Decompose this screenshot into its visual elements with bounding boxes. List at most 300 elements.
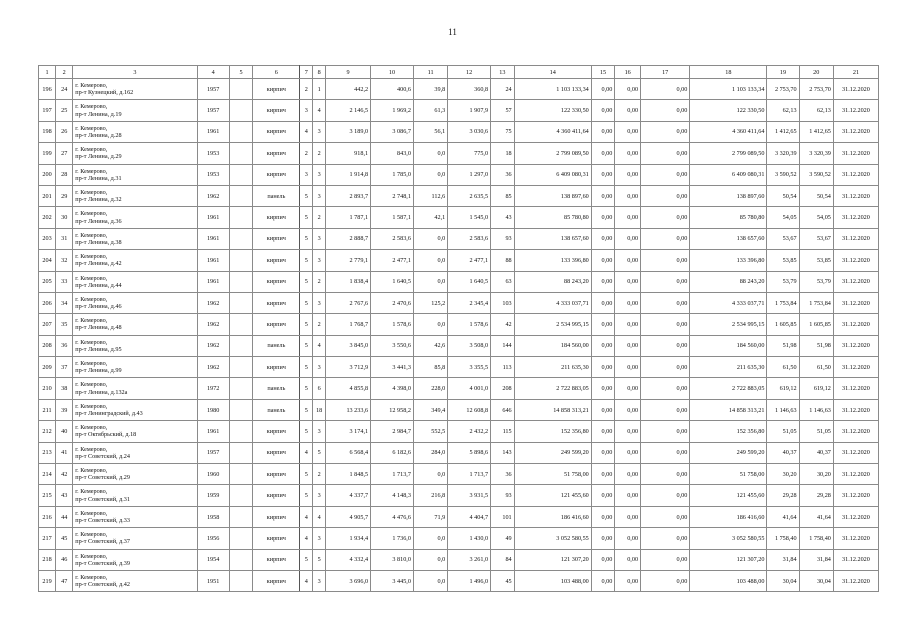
address-cell — [73, 143, 197, 164]
premises-area-cell: 3 441,3 — [371, 357, 414, 378]
table-row — [39, 570, 879, 591]
unit-cost-limit-cell: 53,85 — [799, 250, 833, 271]
address-city: г. Кемерово, — [75, 81, 108, 89]
row-number-cell: 216 — [39, 506, 56, 527]
row-number-cell: 204 — [39, 250, 56, 271]
cost-fund-cell: 0,00 — [591, 164, 615, 185]
address-cell — [73, 164, 197, 185]
table-row — [39, 228, 879, 249]
unit-cost-limit-cell: 2 753,70 — [799, 79, 833, 100]
total-cost-cell: 14 858 313,21 — [514, 399, 591, 420]
address-cell — [73, 79, 197, 100]
residents-cell: 113 — [491, 357, 515, 378]
address-cell — [73, 378, 197, 399]
sub-number-cell: 40 — [56, 421, 73, 442]
cost-local-cell: 0,00 — [641, 442, 690, 463]
premises-area-cell: 3 086,7 — [371, 121, 414, 142]
row-number-cell: 210 — [39, 378, 56, 399]
residential-area-cell: 1 297,0 — [448, 164, 491, 185]
table-row — [39, 207, 879, 228]
completion-date-cell: 31.12.2020 — [833, 250, 878, 271]
completion-date-cell: 31.12.2020 — [833, 271, 878, 292]
address-city: г. Кемерово, — [75, 317, 108, 325]
address-city: г. Кемерово, — [75, 188, 108, 196]
cost-owners-cell: 4 333 037,71 — [690, 292, 767, 313]
cost-owners-cell: 121 307,20 — [690, 549, 767, 570]
build-year-cell: 1961 — [197, 207, 229, 228]
total-cost-cell: 85 780,80 — [514, 207, 591, 228]
residential-area-cell: 2 583,6 — [448, 228, 491, 249]
cost-local-cell: 0,00 — [641, 335, 690, 356]
wall-material-cell: кирпич — [253, 464, 300, 485]
wall-material-cell: кирпич — [253, 121, 300, 142]
total-cost-cell: 249 599,20 — [514, 442, 591, 463]
address-city: г. Кемерово, — [75, 467, 108, 475]
cost-budget-cell: 0,00 — [615, 485, 641, 506]
residential-area-cell: 3 508,0 — [448, 335, 491, 356]
table-row — [39, 442, 879, 463]
nonresidential-area-cell: 228,0 — [413, 378, 447, 399]
premises-area-cell: 12 958,2 — [371, 399, 414, 420]
completion-date-cell: 31.12.2020 — [833, 207, 878, 228]
nonresidential-area-cell: 0,0 — [413, 271, 447, 292]
unit-cost-limit-cell: 41,64 — [799, 506, 833, 527]
total-area-cell: 1 914,8 — [326, 164, 371, 185]
floors-cell: 5 — [300, 228, 313, 249]
premises-area-cell: 3 445,0 — [371, 570, 414, 591]
unit-cost-limit-cell: 62,13 — [799, 100, 833, 121]
unit-cost-cell: 50,54 — [767, 185, 799, 206]
row-number-cell: 206 — [39, 292, 56, 313]
address-city: г. Кемерово, — [75, 274, 108, 282]
empty-cell — [229, 228, 253, 249]
address-cell — [73, 528, 197, 549]
total-area-cell: 1 787,1 — [326, 207, 371, 228]
total-area-cell: 2 146,5 — [326, 100, 371, 121]
cost-budget-cell: 0,00 — [615, 528, 641, 549]
cost-fund-cell: 0,00 — [591, 292, 615, 313]
total-area-cell: 2 767,6 — [326, 292, 371, 313]
residents-cell: 85 — [491, 185, 515, 206]
entrances-cell: 3 — [313, 421, 326, 442]
row-number-cell: 218 — [39, 549, 56, 570]
cost-owners-cell: 138 657,60 — [690, 228, 767, 249]
wall-material-cell: кирпич — [253, 485, 300, 506]
total-area-cell: 3 189,0 — [326, 121, 371, 142]
wall-material-cell: кирпич — [253, 314, 300, 335]
address-street: пр-т Ленина, д.48 — [75, 324, 122, 332]
entrances-cell: 2 — [313, 143, 326, 164]
row-number-cell: 205 — [39, 271, 56, 292]
row-number-cell: 211 — [39, 399, 56, 420]
address-street: пр-т Ленина, д.44 — [75, 281, 122, 289]
cost-budget-cell: 0,00 — [615, 335, 641, 356]
address-street: пр-т Советский, д.37 — [75, 538, 130, 546]
premises-area-cell: 2 470,6 — [371, 292, 414, 313]
wall-material-cell: панель — [253, 378, 300, 399]
cost-local-cell: 0,00 — [641, 506, 690, 527]
wall-material-cell: кирпич — [253, 421, 300, 442]
floors-cell: 5 — [300, 421, 313, 442]
nonresidential-area-cell: 0,0 — [413, 549, 447, 570]
address-street: пр-т Советский, д.24 — [75, 452, 130, 460]
premises-area-cell: 843,0 — [371, 143, 414, 164]
residents-cell: 103 — [491, 292, 515, 313]
residential-area-cell: 3 931,5 — [448, 485, 491, 506]
cost-local-cell: 0,00 — [641, 570, 690, 591]
unit-cost-limit-cell: 50,54 — [799, 185, 833, 206]
column-number-header: 2 — [56, 66, 73, 79]
address-city: г. Кемерово, — [75, 210, 108, 218]
entrances-cell: 3 — [313, 292, 326, 313]
nonresidential-area-cell: 216,8 — [413, 485, 447, 506]
total-area-cell: 1 768,7 — [326, 314, 371, 335]
cost-local-cell: 0,00 — [641, 207, 690, 228]
unit-cost-limit-cell: 1 753,84 — [799, 292, 833, 313]
sub-number-cell: 39 — [56, 399, 73, 420]
floors-cell: 5 — [300, 357, 313, 378]
address-cell — [73, 185, 197, 206]
row-number-cell: 215 — [39, 485, 56, 506]
address-street: пр-т Ленина, д.42 — [75, 260, 122, 268]
residents-cell: 115 — [491, 421, 515, 442]
empty-cell — [229, 314, 253, 335]
floors-cell: 5 — [300, 271, 313, 292]
premises-area-cell: 1 736,0 — [371, 528, 414, 549]
table-row — [39, 79, 879, 100]
unit-cost-cell: 1 753,84 — [767, 292, 799, 313]
cost-owners-cell: 88 243,20 — [690, 271, 767, 292]
total-cost-cell: 103 488,00 — [514, 570, 591, 591]
table-row — [39, 399, 879, 420]
column-number-header: 9 — [326, 66, 371, 79]
wall-material-cell: кирпич — [253, 100, 300, 121]
address-cell — [73, 357, 197, 378]
residential-area-cell: 1 907,9 — [448, 100, 491, 121]
table-row — [39, 485, 879, 506]
address-cell — [73, 250, 197, 271]
column-number-header: 7 — [300, 66, 313, 79]
premises-area-cell: 3 550,6 — [371, 335, 414, 356]
address-cell — [73, 314, 197, 335]
entrances-cell: 2 — [313, 314, 326, 335]
completion-date-cell: 31.12.2020 — [833, 357, 878, 378]
cost-budget-cell: 0,00 — [615, 207, 641, 228]
address-street: пр-т Ленина, д.36 — [75, 217, 122, 225]
residents-cell: 43 — [491, 207, 515, 228]
cost-local-cell: 0,00 — [641, 79, 690, 100]
address-cell — [73, 399, 197, 420]
total-area-cell: 918,1 — [326, 143, 371, 164]
cost-fund-cell: 0,00 — [591, 399, 615, 420]
address-street: пр-т Ленина, д.31 — [75, 174, 122, 182]
column-number-header: 21 — [833, 66, 878, 79]
row-number-cell: 202 — [39, 207, 56, 228]
cost-budget-cell: 0,00 — [615, 143, 641, 164]
cost-local-cell: 0,00 — [641, 485, 690, 506]
entrances-cell: 2 — [313, 464, 326, 485]
cost-fund-cell: 0,00 — [591, 442, 615, 463]
empty-cell — [229, 292, 253, 313]
build-year-cell: 1961 — [197, 121, 229, 142]
cost-owners-cell: 85 780,80 — [690, 207, 767, 228]
unit-cost-limit-cell: 54,05 — [799, 207, 833, 228]
sub-number-cell: 30 — [56, 207, 73, 228]
completion-date-cell: 31.12.2020 — [833, 164, 878, 185]
address-street: пр-т Кузнецкий, д.162 — [75, 89, 134, 97]
address-street: пр-т Ленина, д.38 — [75, 238, 122, 246]
residents-cell: 36 — [491, 164, 515, 185]
entrances-cell: 3 — [313, 357, 326, 378]
address-cell — [73, 485, 197, 506]
unit-cost-cell: 40,37 — [767, 442, 799, 463]
completion-date-cell: 31.12.2020 — [833, 421, 878, 442]
row-number-cell: 214 — [39, 464, 56, 485]
build-year-cell: 1961 — [197, 421, 229, 442]
unit-cost-limit-cell: 1 605,85 — [799, 314, 833, 335]
cost-owners-cell: 103 488,00 — [690, 570, 767, 591]
total-cost-cell: 2 722 883,05 — [514, 378, 591, 399]
address-street: пр-т Ленина, д.132а — [75, 388, 128, 396]
total-cost-cell: 138 657,60 — [514, 228, 591, 249]
unit-cost-cell: 54,05 — [767, 207, 799, 228]
total-cost-cell: 3 052 580,55 — [514, 528, 591, 549]
premises-area-cell: 400,6 — [371, 79, 414, 100]
unit-cost-cell: 31,84 — [767, 549, 799, 570]
completion-date-cell: 31.12.2020 — [833, 378, 878, 399]
total-cost-cell: 133 396,80 — [514, 250, 591, 271]
residential-area-cell: 1 496,0 — [448, 570, 491, 591]
address-city: г. Кемерово, — [75, 445, 108, 453]
empty-cell — [229, 442, 253, 463]
address-city: г. Кемерово, — [75, 103, 108, 111]
entrances-cell: 3 — [313, 528, 326, 549]
floors-cell: 5 — [300, 399, 313, 420]
residents-cell: 88 — [491, 250, 515, 271]
address-street: пр-т Ленина, д.28 — [75, 131, 122, 139]
row-number-cell: 197 — [39, 100, 56, 121]
build-year-cell: 1956 — [197, 528, 229, 549]
residential-area-cell: 1 640,5 — [448, 271, 491, 292]
address-cell — [73, 464, 197, 485]
cost-owners-cell: 2 722 883,05 — [690, 378, 767, 399]
nonresidential-area-cell: 0,0 — [413, 570, 447, 591]
build-year-cell: 1960 — [197, 464, 229, 485]
wall-material-cell: кирпич — [253, 250, 300, 271]
nonresidential-area-cell: 42,6 — [413, 335, 447, 356]
total-area-cell: 3 712,9 — [326, 357, 371, 378]
nonresidential-area-cell: 39,8 — [413, 79, 447, 100]
nonresidential-area-cell: 0,0 — [413, 228, 447, 249]
empty-cell — [229, 207, 253, 228]
nonresidential-area-cell: 0,0 — [413, 314, 447, 335]
address-city: г. Кемерово, — [75, 381, 108, 389]
address-street: пр-т Октябрьский, д.18 — [75, 431, 137, 439]
cost-fund-cell: 0,00 — [591, 250, 615, 271]
cost-fund-cell: 0,00 — [591, 357, 615, 378]
build-year-cell: 1972 — [197, 378, 229, 399]
unit-cost-limit-cell: 3 590,52 — [799, 164, 833, 185]
address-cell — [73, 421, 197, 442]
column-number-header: 10 — [371, 66, 414, 79]
total-area-cell: 4 337,7 — [326, 485, 371, 506]
column-number-header: 15 — [591, 66, 615, 79]
unit-cost-cell: 3 320,39 — [767, 143, 799, 164]
completion-date-cell: 31.12.2020 — [833, 292, 878, 313]
address-city: г. Кемерово, — [75, 167, 108, 175]
residential-area-cell: 4 001,0 — [448, 378, 491, 399]
entrances-cell: 3 — [313, 164, 326, 185]
cost-budget-cell: 0,00 — [615, 442, 641, 463]
column-number-header: 3 — [73, 66, 197, 79]
address-street: пр-т Советский, д.33 — [75, 517, 130, 524]
sub-number-cell: 44 — [56, 506, 73, 527]
build-year-cell: 1962 — [197, 185, 229, 206]
residents-cell: 45 — [491, 570, 515, 591]
total-area-cell: 4 905,7 — [326, 506, 371, 527]
empty-cell — [229, 100, 253, 121]
residents-cell: 24 — [491, 79, 515, 100]
total-cost-cell: 121 307,20 — [514, 549, 591, 570]
row-number-cell: 208 — [39, 335, 56, 356]
column-number-header: 1 — [39, 66, 56, 79]
total-cost-cell: 122 330,50 — [514, 100, 591, 121]
table-row — [39, 549, 879, 570]
total-area-cell: 2 779,1 — [326, 250, 371, 271]
residential-area-cell: 775,0 — [448, 143, 491, 164]
floors-cell: 5 — [300, 207, 313, 228]
total-cost-cell: 2 534 995,15 — [514, 314, 591, 335]
residents-cell: 18 — [491, 143, 515, 164]
floors-cell: 3 — [300, 164, 313, 185]
table-row — [39, 421, 879, 442]
column-number-header: 4 — [197, 66, 229, 79]
address-city: г. Кемерово, — [75, 509, 108, 517]
residents-cell: 208 — [491, 378, 515, 399]
build-year-cell: 1961 — [197, 271, 229, 292]
residential-area-cell: 1 578,6 — [448, 314, 491, 335]
nonresidential-area-cell: 71,9 — [413, 506, 447, 527]
address-city: г. Кемерово, — [75, 552, 108, 560]
premises-area-cell: 4 476,6 — [371, 506, 414, 527]
nonresidential-area-cell: 42,1 — [413, 207, 447, 228]
cost-fund-cell: 0,00 — [591, 464, 615, 485]
total-cost-cell: 138 897,60 — [514, 185, 591, 206]
premises-area-cell: 2 748,1 — [371, 185, 414, 206]
empty-cell — [229, 271, 253, 292]
cost-owners-cell: 121 455,60 — [690, 485, 767, 506]
table-row — [39, 185, 879, 206]
cost-fund-cell: 0,00 — [591, 271, 615, 292]
cost-owners-cell: 249 599,20 — [690, 442, 767, 463]
cost-fund-cell: 0,00 — [591, 485, 615, 506]
sub-number-cell: 25 — [56, 100, 73, 121]
sub-number-cell: 31 — [56, 228, 73, 249]
empty-cell — [229, 143, 253, 164]
total-area-cell: 3 845,0 — [326, 335, 371, 356]
cost-owners-cell: 184 560,00 — [690, 335, 767, 356]
total-area-cell: 1 838,4 — [326, 271, 371, 292]
row-number-cell: 199 — [39, 143, 56, 164]
unit-cost-limit-cell: 31,84 — [799, 549, 833, 570]
address-city: г. Кемерово, — [75, 402, 108, 410]
address-cell — [73, 549, 197, 570]
cost-budget-cell: 0,00 — [615, 121, 641, 142]
cost-owners-cell: 133 396,80 — [690, 250, 767, 271]
cost-budget-cell: 0,00 — [615, 378, 641, 399]
empty-cell — [229, 335, 253, 356]
cost-local-cell: 0,00 — [641, 250, 690, 271]
cost-fund-cell: 0,00 — [591, 121, 615, 142]
entrances-cell: 3 — [313, 121, 326, 142]
unit-cost-limit-cell: 61,50 — [799, 357, 833, 378]
cost-budget-cell: 0,00 — [615, 292, 641, 313]
build-year-cell: 1957 — [197, 100, 229, 121]
cost-budget-cell: 0,00 — [615, 549, 641, 570]
unit-cost-cell: 30,20 — [767, 464, 799, 485]
unit-cost-cell: 29,28 — [767, 485, 799, 506]
cost-budget-cell: 0,00 — [615, 357, 641, 378]
cost-fund-cell: 0,00 — [591, 228, 615, 249]
build-year-cell: 1953 — [197, 143, 229, 164]
cost-budget-cell: 0,00 — [615, 421, 641, 442]
residential-area-cell: 2 432,2 — [448, 421, 491, 442]
cost-fund-cell: 0,00 — [591, 207, 615, 228]
empty-cell — [229, 164, 253, 185]
cost-fund-cell: 0,00 — [591, 185, 615, 206]
table-row — [39, 121, 879, 142]
address-city: г. Кемерово, — [75, 573, 108, 581]
residential-area-cell: 360,8 — [448, 79, 491, 100]
floors-cell: 2 — [300, 79, 313, 100]
cost-budget-cell: 0,00 — [615, 314, 641, 335]
column-number-header: 16 — [615, 66, 641, 79]
premises-area-cell: 4 148,3 — [371, 485, 414, 506]
cost-budget-cell: 0,00 — [615, 79, 641, 100]
column-number-header: 18 — [690, 66, 767, 79]
unit-cost-cell: 53,85 — [767, 250, 799, 271]
wall-material-cell: кирпич — [253, 570, 300, 591]
residents-cell: 75 — [491, 121, 515, 142]
build-year-cell: 1962 — [197, 357, 229, 378]
page-number: 11 — [448, 27, 457, 37]
nonresidential-area-cell: 552,5 — [413, 421, 447, 442]
cost-fund-cell: 0,00 — [591, 528, 615, 549]
residents-cell: 93 — [491, 485, 515, 506]
entrances-cell: 4 — [313, 100, 326, 121]
cost-budget-cell: 0,00 — [615, 185, 641, 206]
cost-owners-cell: 51 758,00 — [690, 464, 767, 485]
total-cost-cell: 2 799 089,50 — [514, 143, 591, 164]
cost-local-cell: 0,00 — [641, 271, 690, 292]
nonresidential-area-cell: 125,2 — [413, 292, 447, 313]
table-row — [39, 378, 879, 399]
entrances-cell: 1 — [313, 79, 326, 100]
address-cell — [73, 207, 197, 228]
address-street: пр-т Ленина, д.29 — [75, 153, 122, 161]
floors-cell: 4 — [300, 528, 313, 549]
cost-budget-cell: 0,00 — [615, 164, 641, 185]
residents-cell: 57 — [491, 100, 515, 121]
unit-cost-limit-cell: 51,98 — [799, 335, 833, 356]
address-city: г. Кемерово, — [75, 531, 108, 539]
unit-cost-limit-cell: 30,20 — [799, 464, 833, 485]
cost-local-cell: 0,00 — [641, 185, 690, 206]
address-street: пр-т Ленина, д.19 — [75, 110, 122, 118]
floors-cell: 5 — [300, 185, 313, 206]
column-number-header: 14 — [514, 66, 591, 79]
sub-number-cell: 35 — [56, 314, 73, 335]
